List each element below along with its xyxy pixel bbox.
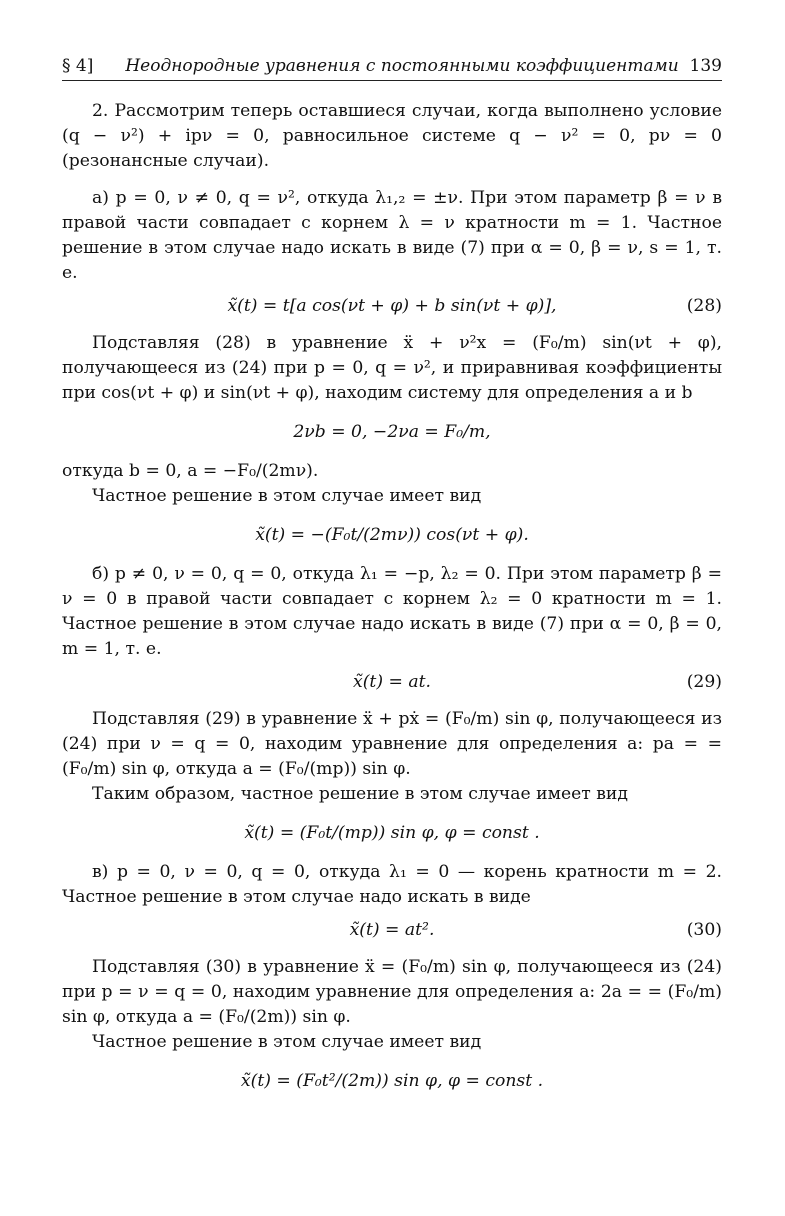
page-number: 139 <box>689 56 722 76</box>
equation-text: x̃(t) = t[a cos(νt + φ) + b sin(νt + φ)], <box>227 296 557 316</box>
paragraph-case-a: а) p = 0, ν ≠ 0, q = ν², откуда λ₁,₂ = ±ν. При этом параметр β = ν в правой части совпадает с корнем λ = ν кратности m = 1. Частное решение в этом случае надо искать в виде (7) при α = 0, β = ν, s = 1, т. е. <box>62 188 722 283</box>
equation-30 <box>62 918 722 943</box>
equation-text: x̃(t) = at. <box>353 672 431 692</box>
paragraph-particular-c: Частное решение в этом случае имеет вид <box>92 1032 482 1052</box>
equation-solution-c <box>62 1069 722 1094</box>
equation-text: 2νb = 0, −2νa = F₀/m, <box>293 422 491 442</box>
equation-text: x̃(t) = (F₀t/(mp)) sin φ, φ = const . <box>244 823 540 843</box>
paragraph-substitute-30: Подставляя (30) в уравнение ẍ = (F₀/m) sin φ, получающееся из (24) при p = ν = q = 0, находим уравнение для определения a: 2a = = (F₀/m) sin φ, откуда a = (F₀/(2m)) sin φ. <box>62 957 722 1027</box>
paragraph-thus: Таким образом, частное решение в этом случае имеет вид <box>92 784 628 804</box>
page <box>62 56 722 1108</box>
equation-solution-b <box>62 821 722 846</box>
equation-28 <box>62 294 722 319</box>
equation-number: (29) <box>686 672 722 692</box>
equation-text: x̃(t) = at². <box>349 920 435 940</box>
paragraph-whence-b: откуда b = 0, a = −F₀/(2mν). <box>62 461 319 481</box>
equation-29 <box>62 670 722 695</box>
paragraph-particular-a: Частное решение в этом случае имеет вид <box>92 486 482 506</box>
equation-number: (28) <box>686 296 722 316</box>
equation-system <box>62 420 722 445</box>
equation-text: x̃(t) = (F₀t²/(2m)) sin φ, φ = const . <box>240 1071 544 1091</box>
paragraph-substitute-29: Подставляя (29) в уравнение ẍ + pẋ = (F₀/m) sin φ, получающееся из (24) при ν = q = 0, находим уравнение для определения a: pa = = (F₀/m) sin φ, откуда a = (F₀/(mp)) sin φ. <box>62 709 722 779</box>
equation-number: (30) <box>686 920 722 940</box>
paragraph-case-b: б) p ≠ 0, ν = 0, q = 0, откуда λ₁ = −p, λ₂ = 0. При этом параметр β = ν = 0 в правой части совпадает с корнем λ₂ = 0 кратности m = 1. Частное решение в этом случае надо искать в виде (7) при α = 0, β = 0, m = 1, т. е. <box>62 564 722 659</box>
section-marker: § 4] <box>62 56 94 76</box>
equation-solution-a <box>62 523 722 548</box>
running-title: Неоднородные уравнения с постоянными коэффициентами <box>125 56 679 76</box>
paragraph-substitute-28: Подставляя (28) в уравнение ẍ + ν²x = (F₀/m) sin(νt + φ), получающееся из (24) при p = 0, q = ν², и приравнивая коэффициенты при cos(νt + φ) и sin(νt + φ), находим систему для определения a и b <box>62 333 722 403</box>
body-text <box>62 99 722 1094</box>
paragraph-intro: 2. Рассмотрим теперь оставшиеся случаи, когда выполнено условие (q − ν²) + ipν = 0, равносильное системе q − ν² = 0, pν = 0 (резонансные случаи). <box>62 101 722 171</box>
paragraph-case-c: в) p = 0, ν = 0, q = 0, откуда λ₁ = 0 — корень кратности m = 2. Частное решение в этом случае надо искать в виде <box>62 862 722 907</box>
running-header <box>62 56 722 81</box>
equation-text: x̃(t) = −(F₀t/(2mν)) cos(νt + φ). <box>255 525 529 545</box>
